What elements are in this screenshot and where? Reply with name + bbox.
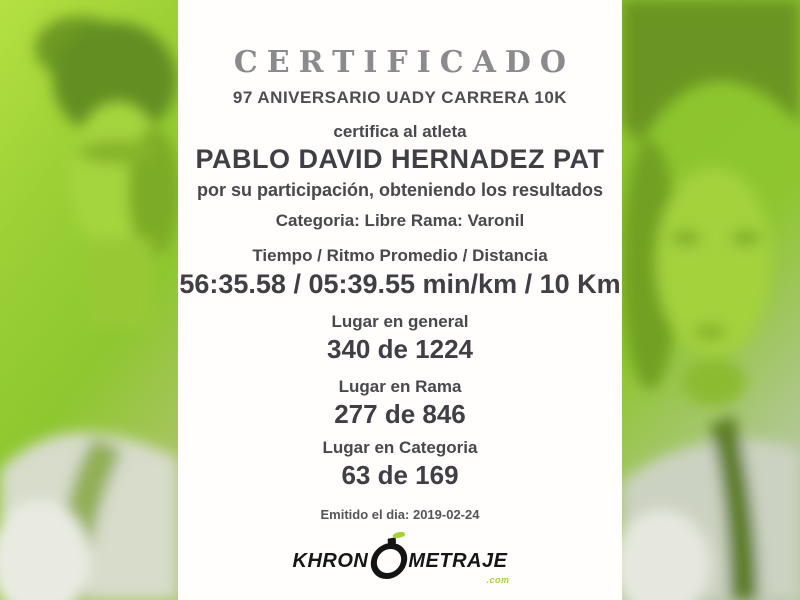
khronometraje-logo	[292, 543, 510, 585]
certifies-label: certifica al atleta	[333, 122, 467, 141]
male-runner-photo	[0, 0, 178, 600]
overall-place-value: 340 de 1224	[326, 334, 473, 364]
female-runner-illustration	[622, 0, 800, 600]
category-place-label: Lugar en Categoria	[322, 438, 478, 457]
female-runner-photo	[622, 0, 800, 600]
category-line: Categoria: Libre Rama: Varonil	[275, 211, 525, 230]
results-label: Tiempo / Ritmo Promedio / Distancia	[252, 246, 548, 265]
gender-place-label: Lugar en Rama	[338, 377, 462, 396]
athlete-name: PABLO DAVID HERNADEZ PAT	[195, 144, 605, 174]
certificate-body	[178, 0, 622, 600]
stopwatch-o-icon	[369, 543, 410, 579]
category-place-value: 63 de 169	[341, 460, 459, 490]
leaf-icon	[393, 530, 406, 539]
certificate-title: CERTIFICADO	[233, 45, 576, 80]
gender-place-value: 277 de 846	[334, 399, 466, 429]
logo-domain: .com	[486, 575, 510, 585]
logo-text-left: KHRON	[292, 550, 369, 572]
issued-date: Emitido el dia: 2019-02-24	[320, 507, 480, 522]
male-runner-illustration	[0, 0, 178, 600]
participation-text: por su participación, obteniendo los resultados	[196, 180, 604, 200]
results-value: 56:35.58 / 05:39.55 min/km / 10 Km	[179, 269, 621, 299]
logo-text-right: METRAJE	[408, 550, 508, 572]
event-name: 97 ANIVERSARIO UADY CARRERA 10K	[232, 88, 568, 107]
overall-place-label: Lugar en general	[331, 312, 469, 331]
